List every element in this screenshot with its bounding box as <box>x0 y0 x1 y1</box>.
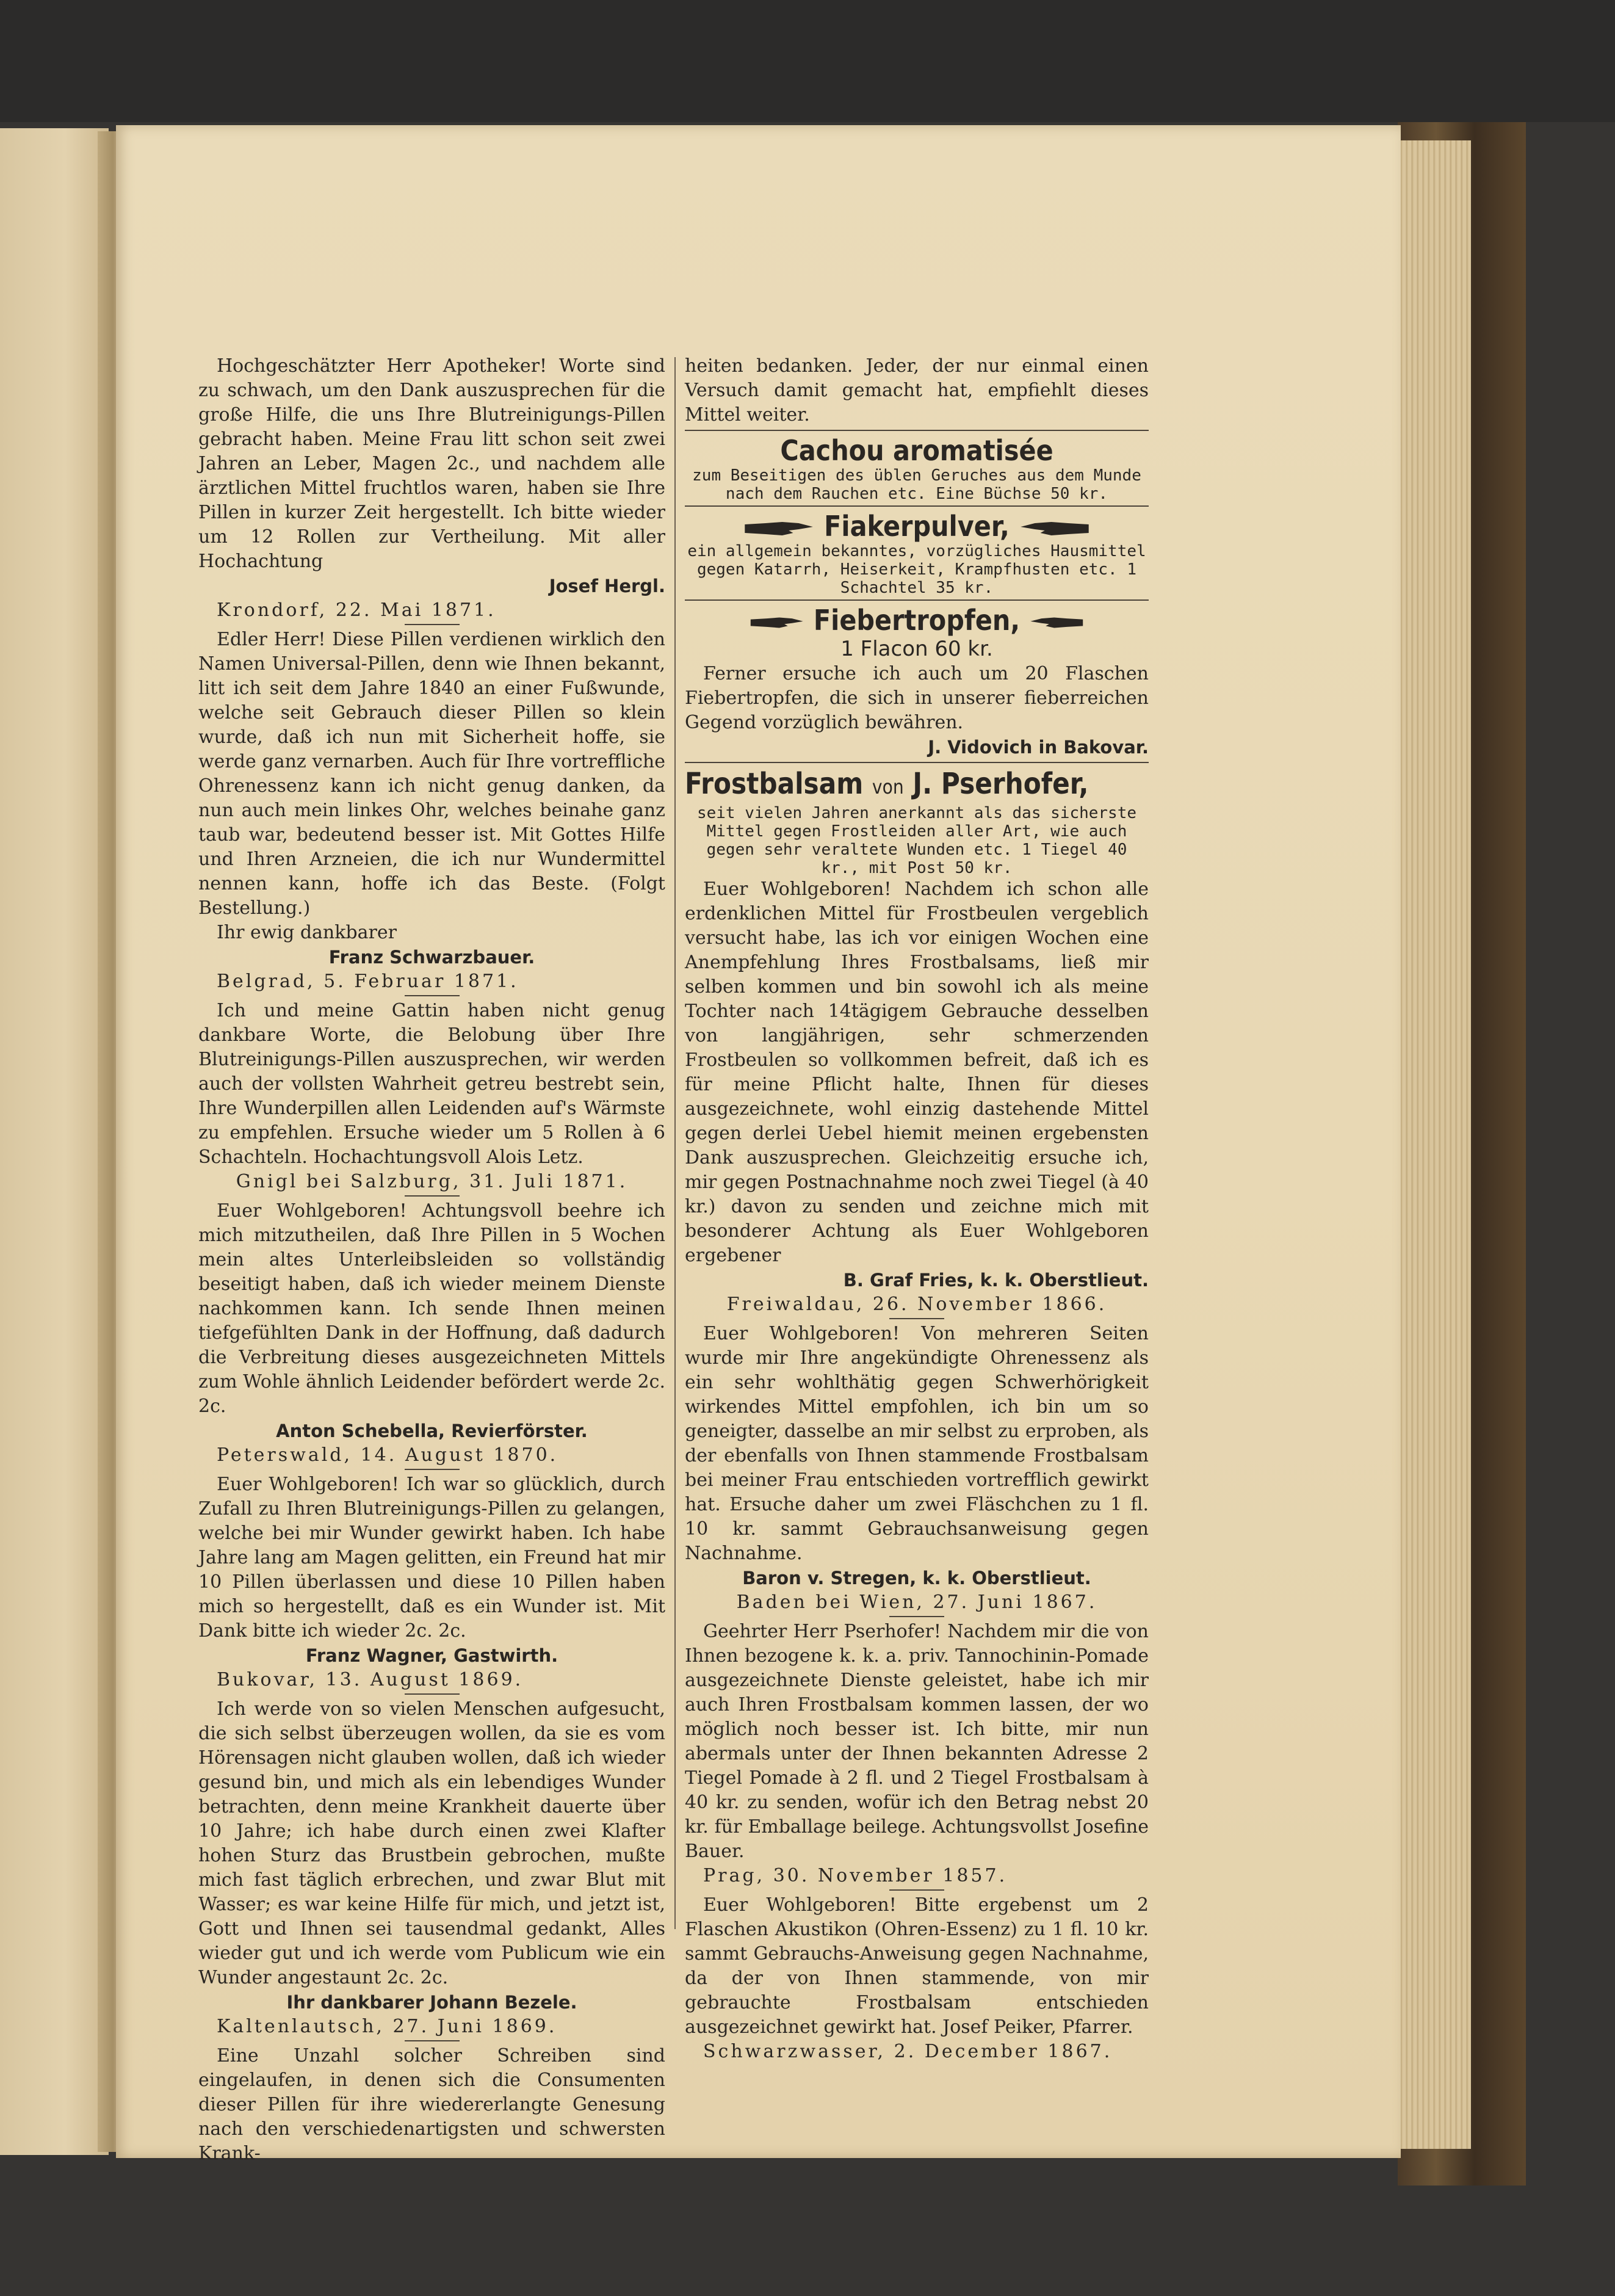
pointing-hand-left-icon <box>1018 518 1089 539</box>
signature-schebella: Anton Schebella, Revierförster. <box>276 1421 588 1441</box>
signature-bezele: Ihr dankbarer Johann Bezele. <box>286 1992 577 2013</box>
ad-header-fiaker <box>708 510 1125 542</box>
letter-bezele: Ich werde von so vielen Menschen aufgesucht, die sich selbst überzeugen wollen, da sie es vom Hörensagen nicht glauben wollen, daß ich wieder gesund bin, und mich als ein lebendiges Wunder betrachten, denn meine Krankheit dauerte über 10 Jahre; ich habe durch einen zwei Klafter hohen Sturz das Brustbein gebrochen, mußte mich fast täglich erbrechen, und zwar Blut mit Wasser; es war keine Hilfe für mich, und jetzt ist, Gott und Ihnen sei tausendmal gedankt, Alles wieder gut und ich werde vom Publicum wie ein Wunder angestaunt 2c. 2c. <box>198 1698 665 1988</box>
separator <box>405 1693 460 1695</box>
signature-schwarzbauer: Franz Schwarzbauer. <box>328 947 535 968</box>
letter-peiker: Euer Wohlgeboren! Bitte ergebenst um 2 Flaschen Akustikon (Ohren-Essenz) zu 1 fl. 10 kr. sammt Gebrauchs-Anweisung gegen Nachnahme, da der von Ihnen stammende, von mir gebrauchte Frostbalsam entschieden ausgezeichnet gewirkt hat. Josef Peiker, Pfarrer. <box>685 1894 1149 2038</box>
column-divider <box>674 357 676 1929</box>
separator <box>405 1469 460 1470</box>
left-column <box>198 354 665 2166</box>
closing-schwarzbauer: Ihr ewig dankbarer <box>217 922 397 943</box>
separator <box>889 1616 944 1617</box>
intro-continuation: heiten bedanken. Jeder, der nur einmal einen Versuch damit gemacht hat, empfiehlt dieses Mittel weiter. <box>685 355 1149 426</box>
place-date-peterswald: Peterswald, 14. August 1870. <box>217 1444 558 1466</box>
place-date-bukovar: Bukovar, 13. August 1869. <box>217 1669 524 1690</box>
ad-title-fiaker: Fiakerpulver, <box>824 510 1010 543</box>
signature-stregen: Baron v. Stregen, k. k. Oberstlieut. <box>742 1568 1091 1588</box>
scanner-top-area <box>0 0 1615 122</box>
pointing-hand-icon <box>750 612 804 633</box>
ad-description-fiaker: ein allgemein bekanntes, vorzügliches Hausmittel gegen Katarrh, Heiserkeit, Krampfhusten etc. 1 Schachtel 35 kr. <box>687 542 1146 597</box>
ad-header-frost <box>685 767 1093 804</box>
separator <box>405 2040 460 2041</box>
closing-paragraph: Eine Unzahl solcher Schreiben sind eingelaufen, in denen sich die Consumenten dieser Pillen für ihre wiedererlangte Genesung nach den verschiedenartigsten und schwersten Krank- <box>198 2045 665 2164</box>
ad-description-frost: seit vielen Jahren anerkannt als das sicherste Mittel gegen Frostleiden aller Art, wie auch gegen sehr veraltete Wunden etc. 1 Tiegel 40 kr., mit Post 50 kr. <box>696 804 1137 877</box>
ad-title-frost: Frostbalsam <box>685 767 864 801</box>
letter-letz: Ich und meine Gattin haben nicht genug dankbare Worte, die Belobung über Ihre Blutreinigungs-Pillen auszusprechen, wir werden auch der vollsten Wahrheit getreu bestrebt sein, Ihre Wunderpillen allen Leidenden auf's Wärmste zu empfehlen. Ersuche wieder um 5 Rollen à 6 Schachteln. Hochachtungsvoll Alois Letz. <box>198 1000 665 1168</box>
separator <box>889 1889 944 1891</box>
separator <box>889 1318 944 1319</box>
signature-wagner: Franz Wagner, Gastwirth. <box>305 1645 558 1666</box>
letter-hergl: Hochgeschätzter Herr Apotheker! Worte sind zu schwach, um den Dank auszusprechen für die große Hilfe, die uns Ihre Blutreinigungs-Pillen gebracht haben. Meine Frau litt schon seit zwei Jahren an Leber, Magen 2c., und nachdem alle ärztlichen Mittel fruchtlos waren, haben sie Ihre Pillen in kurzer Zeit hergestellt. Ich bitte wieder um 12 Rollen zur Vertheilung. Mit aller Hochachtung <box>198 355 665 572</box>
place-date-kaltenlautsch: Kaltenlautsch, 27. Juni 1869. <box>217 2016 557 2037</box>
right-column <box>685 354 1149 2064</box>
ad-header-fieber <box>708 604 1125 636</box>
ad-title-cachou: Cachou aromatisée <box>780 434 1053 467</box>
letter-stregen: Euer Wohlgeboren! Von mehreren Seiten wurde mir Ihre angekündigte Ohrenessenz als ein sehr wohlthätig gegen Schwerhörigkeit wirkendes Mittel empfohlen, ich bin um so geneigter, dasselbe an mir selbst zu erproben, als der ebenfalls von Ihnen stammende Frostbalsam bei meiner Frau entschieden vortrefflich gewirkt hat. Ersuche daher um zwei Fläschchen zu 1 fl. 10 kr. sammt Gebrauchsanweisung gegen Nachnahme. <box>685 1323 1149 1564</box>
letter-wagner: Euer Wohlgeboren! Ich war so glücklich, durch Zufall zu Ihren Blutreinigungs-Pillen zu gelangen, welche bei mir Wunder gewirkt haben. Ich habe Jahre lang am Magen gelitten, ein Freund hat mir 10 Pillen überlassen und diese 10 Pillen haben mich so hergestellt, daß es ein Wunder ist. Mit Dank bitte ich wieder 2c. 2c. <box>198 1474 665 1642</box>
place-date-baden: Baden bei Wien, 27. Juni 1867. <box>736 1592 1097 1613</box>
separator <box>405 1195 460 1197</box>
separator <box>405 995 460 996</box>
ad-title-frost-von: von <box>872 775 904 799</box>
pointing-hand-icon <box>744 518 815 539</box>
place-date-schwarzwasser: Schwarzwasser, 2. December 1867. <box>703 2041 1113 2062</box>
ad-price-fieber: 1 Flacon 60 kr. <box>840 637 993 661</box>
separator-rule <box>685 599 1149 601</box>
ad-title-fieber: Fiebertropfen, <box>813 604 1021 637</box>
place-date-belgrad: Belgrad, 5. Februar 1871. <box>217 971 519 992</box>
letter-vidovich: Ferner ersuche ich auch um 20 Flaschen Fiebertropfen, die sich in unserer fieberreichen Gegend vorzüglich bewähren. <box>685 663 1149 733</box>
separator-rule <box>685 430 1149 431</box>
signature-hergl: Josef Hergl. <box>549 576 665 596</box>
page-edges <box>1392 140 1471 2149</box>
letter-schwarzbauer: Edler Herr! Diese Pillen verdienen wirklich den Namen Universal-Pillen, denn wie Ihnen bekannt, litt ich seit dem Jahre 1840 an einer Fußwunde, welche seit Gebrauch dieser Pillen so klein wurde, daß ich nun mit Sicherheit hoffe, sie werde ganz vernarben. Auch für Ihre vortreffliche Ohrenessenz kann ich nicht genug danken, da nun auch mein linkes Ohr, welches beinahe ganz taub war, bedeutend besser ist. Mit Gottes Hilfe und Ihren Arzneien, die ich nur Wundermittel nennen kann, hoffe ich das Beste. (Folgt Bestellung.) <box>198 629 665 919</box>
separator-rule <box>685 762 1149 763</box>
ad-description-cachou: zum Beseitigen des üblen Geruches aus dem Munde nach dem Rauchen etc. Eine Büchse 50 kr. <box>692 466 1141 503</box>
place-date-gnigl: Gnigl bei Salzburg, 31. Juli 1871. <box>236 1171 628 1192</box>
place-date-freiwaldau: Freiwaldau, 26. November 1866. <box>726 1294 1107 1315</box>
letter-bauer: Geehrter Herr Pserhofer! Nachdem mir die von Ihnen bezogene k. k. a. priv. Tannochinin-Pomade ausgezeichnete Dienste geleistet, habe ich mir auch Ihren Frostbalsam kommen lassen, der wo möglich noch besser ist. Ich bitte, mir nun abermals unter der Ihnen bekannten Adresse 2 Tiegel Pomade à 2 fl. und 2 Tiegel Frostbalsam à 40 kr. zu senden, wofür ich den Betrag nebst 20 kr. für Emballage beilege. Achtungsvollst Josefine Bauer. <box>685 1621 1149 1862</box>
letter-schebella: Euer Wohlgeboren! Achtungsvoll beehre ich mich mitzutheilen, daß Ihre Pillen in 5 Wochen mein altes Unterleibsleiden so vollständig beseitigt haben, daß ich wieder meinem Dienste nachkommen kann. Ich sende Ihnen meinen tiefgefühlten Dank in der Hoffnung, daß dadurch die Verbreitung dieses ausgezeichneten Mittels zum Wohle ähnlich Leidender befördert werde 2c. 2c. <box>198 1200 665 1417</box>
pointing-hand-left-icon <box>1029 612 1084 633</box>
ad-title-frost-maker: J. Pserhofer, <box>912 767 1089 801</box>
separator-rule <box>685 505 1149 507</box>
letter-fries: Euer Wohlgeboren! Nachdem ich schon alle erdenklichen Mittel für Frostbeulen vergeblich versucht habe, las ich vor einigen Wochen eine Anempfehlung Ihres Frostbalsams, ließ mir selben kommen und bin sowohl ich als meine Tochter nach 14tägigem Gebrauche desselben von langjährigen, sehr schmerzenden Frostbeulen so vollkommen befreit, daß ich es für meine Pflicht halte, Ihnen für dieses ausgezeichnete, wohl einzig dastehende Mittel gegen derlei Uebel hiemit meinen ergebensten Dank auszusprechen. Gleichzeitig ersuche ich, mir gegen Postnachnahme noch zwei Tiegel (à 40 kr.) davon zu senden und zeichne mich mit besonderer Achtung als Euer Wohlgeboren ergebener <box>685 878 1149 1266</box>
facing-page <box>0 128 109 2155</box>
signature-vidovich: J. Vidovich in Bakovar. <box>928 737 1149 758</box>
place-date-krondorf: Krondorf, 22. Mai 1871. <box>217 599 496 621</box>
signature-fries: B. Graf Fries, k. k. Oberstlieut. <box>843 1270 1149 1291</box>
separator <box>405 624 460 625</box>
place-date-prag: Prag, 30. November 1857. <box>703 1865 1008 1886</box>
